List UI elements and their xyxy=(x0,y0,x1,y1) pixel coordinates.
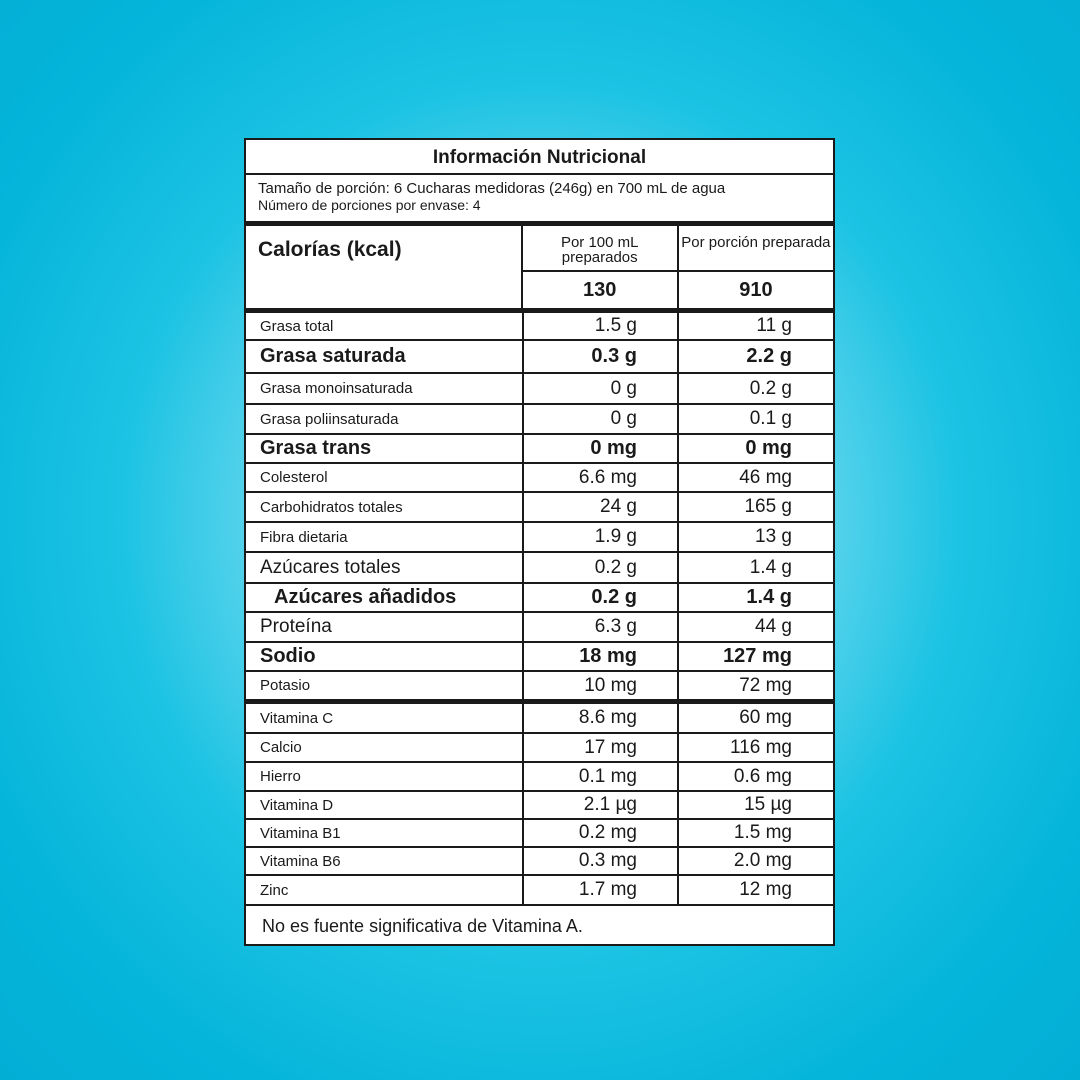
value-per-100ml: 0 g xyxy=(524,405,679,433)
nutrition-facts-label xyxy=(244,138,835,946)
table-row xyxy=(246,613,833,643)
value-per-100ml: 8.6 mg xyxy=(524,704,679,732)
value-per-serving: 0.6 mg xyxy=(733,765,792,787)
value-per-serving: 0 mg xyxy=(745,437,792,459)
value-per-100ml: 0.1 mg xyxy=(524,763,679,790)
table-row xyxy=(246,313,833,341)
value-per-serving: 1.4 g xyxy=(749,556,792,578)
table-row xyxy=(246,672,833,699)
table-row xyxy=(246,734,833,763)
footnote: No es fuente significativa de Vitamina A. xyxy=(246,904,833,944)
nutrient-name: Zinc xyxy=(246,876,524,904)
table-row xyxy=(246,704,833,734)
value-per-serving: 1.5 mg xyxy=(733,822,792,843)
table-row xyxy=(246,876,833,904)
value-per-100ml: 24 g xyxy=(524,493,679,521)
value-per-serving: 1.4 g xyxy=(746,586,792,608)
nutrient-name: Vitamina D xyxy=(246,792,524,818)
value-per-100ml: 10 mg xyxy=(524,672,679,699)
nutrient-name: Proteína xyxy=(246,613,524,641)
value-per-100ml: 6.6 mg xyxy=(524,464,679,491)
value-per-serving: 46 mg xyxy=(739,466,792,488)
serving-info xyxy=(246,175,833,221)
nutrient-name: Potasio xyxy=(246,672,524,699)
value-per-100ml: 18 mg xyxy=(524,643,679,670)
value-per-serving: 116 mg xyxy=(730,736,792,758)
nutrient-name: Colesterol xyxy=(246,464,524,491)
table-row xyxy=(246,523,833,553)
nutrient-name: Carbohidratos totales xyxy=(246,493,524,521)
value-per-100ml: 17 mg xyxy=(524,734,679,761)
nutrient-name: Hierro xyxy=(246,763,524,790)
nutrient-name: Vitamina C xyxy=(246,704,524,732)
label-title: Información Nutricional xyxy=(246,140,833,175)
value-per-100ml: 0.2 mg xyxy=(524,820,679,846)
table-row xyxy=(246,341,833,374)
value-per-serving: 11 g xyxy=(756,315,792,336)
col2-calories: 910 xyxy=(739,279,773,301)
table-row xyxy=(246,374,833,405)
micronutrients-table xyxy=(246,704,833,904)
table-row xyxy=(246,493,833,523)
table-row xyxy=(246,643,833,672)
value-per-100ml: 0.2 g xyxy=(524,553,679,582)
value-per-serving: 60 mg xyxy=(739,707,792,728)
value-per-100ml: 0 g xyxy=(524,374,679,403)
value-per-100ml: 0.3 mg xyxy=(524,848,679,874)
value-per-serving: 15 µg xyxy=(744,794,792,815)
table-row xyxy=(246,820,833,848)
value-per-100ml: 0.3 g xyxy=(524,341,679,372)
servings-per-container: Número de porciones por envase: 4 xyxy=(258,197,481,213)
serving-size: Tamaño de porción: 6 Cucharas medidoras (246g) en 700 mL de agua xyxy=(258,180,726,197)
nutrient-name: Azúcares totales xyxy=(246,553,524,582)
table-row xyxy=(246,763,833,792)
nutrient-name: Vitamina B6 xyxy=(246,848,524,874)
value-per-100ml: 0 mg xyxy=(524,435,679,462)
table-row xyxy=(246,553,833,584)
nutrient-name: Calcio xyxy=(246,734,524,761)
table-row xyxy=(246,464,833,493)
value-per-100ml: 1.7 mg xyxy=(524,876,679,904)
table-row xyxy=(246,405,833,435)
value-per-serving: 0.1 g xyxy=(749,408,792,429)
value-per-serving: 44 g xyxy=(755,616,792,637)
nutrient-name: Grasa poliinsaturada xyxy=(246,405,524,433)
calories-header xyxy=(246,226,833,308)
nutrient-name: Grasa total xyxy=(246,313,524,339)
nutrient-name: Fibra dietaria xyxy=(246,523,524,551)
value-per-serving: 13 g xyxy=(755,526,792,547)
value-per-serving: 2.0 mg xyxy=(733,850,792,871)
col1-calories: 130 xyxy=(583,279,617,301)
value-per-serving: 127 mg xyxy=(723,645,792,667)
value-per-serving: 2.2 g xyxy=(746,345,792,367)
nutrients-table xyxy=(246,313,833,699)
table-row xyxy=(246,584,833,613)
nutrient-name: Vitamina B1 xyxy=(246,820,524,846)
table-row xyxy=(246,435,833,464)
value-per-serving: 165 g xyxy=(744,496,792,517)
nutrient-name: Grasa saturada xyxy=(246,341,524,372)
nutrient-name: Sodio xyxy=(246,643,524,670)
nutrient-name: Grasa trans xyxy=(246,435,524,462)
value-per-serving: 72 mg xyxy=(739,674,792,696)
col1-header: Por 100 mL preparados xyxy=(523,226,677,272)
value-per-100ml: 6.3 g xyxy=(524,613,679,641)
value-per-100ml: 1.9 g xyxy=(524,523,679,551)
table-row xyxy=(246,848,833,876)
value-per-serving: 12 mg xyxy=(739,879,792,900)
value-per-serving: 0.2 g xyxy=(749,377,792,399)
calories-label: Calorías (kcal) xyxy=(246,226,523,308)
table-row xyxy=(246,792,833,820)
value-per-100ml: 0.2 g xyxy=(524,584,679,611)
nutrient-name: Azúcares añadidos xyxy=(246,584,524,611)
value-per-100ml: 2.1 µg xyxy=(524,792,679,818)
value-per-100ml: 1.5 g xyxy=(524,313,679,339)
col2-header: Por porción preparada xyxy=(679,226,833,272)
nutrient-name: Grasa monoinsaturada xyxy=(246,374,524,403)
